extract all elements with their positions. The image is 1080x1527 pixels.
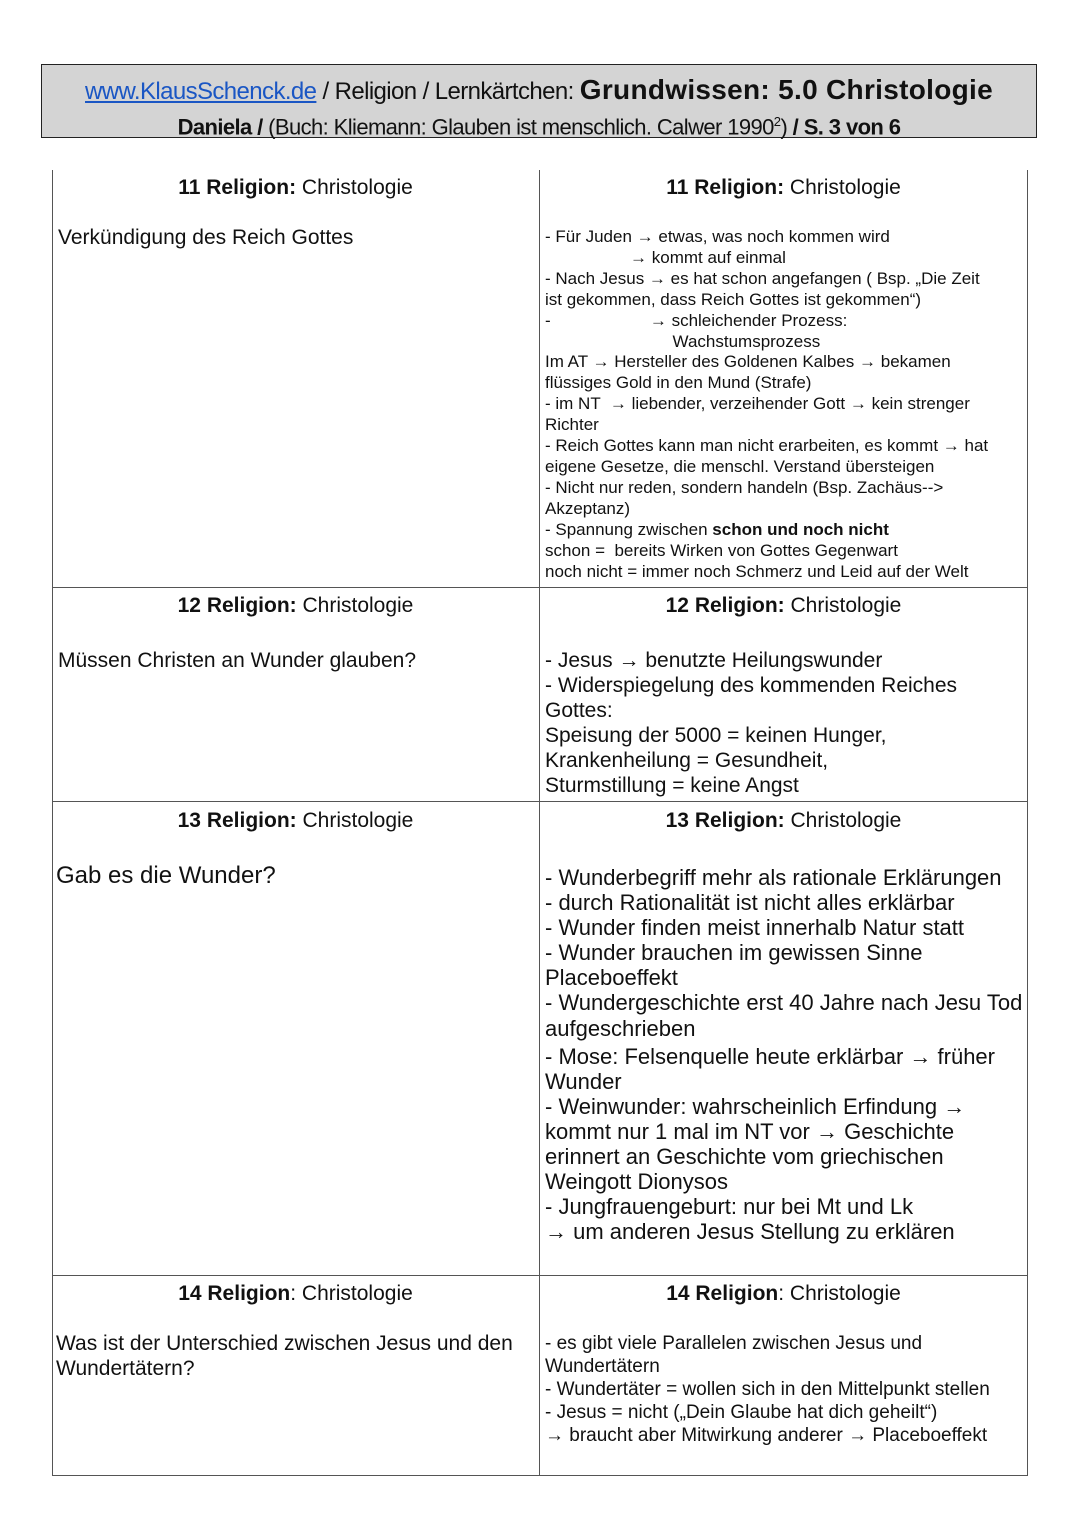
- card-question: Verkündigung des Reich Gottes: [58, 226, 354, 249]
- header-book-suffix: ): [780, 114, 788, 140]
- answer-line: erinnert an Geschichte vom griechischen: [545, 1144, 944, 1170]
- grid-line: [1027, 170, 1028, 1476]
- answer-line: Richter: [545, 415, 599, 435]
- answer-line: - Jesus = nicht („Dein Glaube hat dich geheilt“): [545, 1402, 938, 1423]
- answer-line: - Für Juden → etwas, was noch kommen wird: [545, 227, 890, 246]
- answer-line: ist gekommen, dass Reich Gottes ist gekommen“): [545, 289, 922, 309]
- card-back-title: 11 Religion: Christologie: [666, 176, 901, 199]
- header-book-sup: 2: [773, 114, 781, 129]
- grid-line: [52, 1475, 1028, 1476]
- answer-line: Wunder: [545, 1068, 622, 1094]
- answer-line: - Jesus → benutzte Heilungswunder: [545, 649, 883, 672]
- card-front-title: 13 Religion: Christologie: [177, 809, 414, 832]
- answer-line: aufgeschrieben: [545, 1015, 696, 1041]
- answer-line: - Nicht nur reden, sondern handeln (Bsp. Zachäus-->: [545, 477, 944, 497]
- answer-line: - Weinwunder: wahrscheinlich Erfindung →: [545, 1093, 966, 1119]
- answer-line: flüssiges Gold in den Mund (Strafe): [545, 373, 812, 393]
- answer-line: eigene Gesetze, die menschl. Verstand übersteigen: [545, 456, 935, 476]
- answer-line: Wachstumsprozess: [545, 331, 821, 351]
- header-author: Daniela /: [177, 114, 263, 140]
- header-line-2: [42, 109, 1036, 140]
- card-answer: [545, 227, 1025, 582]
- answer-line: - Spannung zwischen schon und noch nicht: [545, 519, 889, 539]
- answer-line: Placeboeffekt: [545, 965, 678, 991]
- answer-line: - Jungfrauengeburt: nur bei Mt und Lk: [545, 1194, 914, 1220]
- answer-line: - durch Rationalität ist nicht alles erklärbar: [545, 890, 955, 916]
- card-answer: [545, 1332, 1025, 1447]
- answer-line: - Wunder brauchen im gewissen Sinne: [545, 940, 923, 966]
- answer-line: Gottes:: [545, 699, 613, 722]
- answer-line: - Nach Jesus → es hat schon angefangen ( Bsp. „Die Zeit: [545, 268, 980, 288]
- answer-line: - es gibt viele Parallelen zwischen Jesus und: [545, 1333, 923, 1354]
- card-back-title: 12 Religion: Christologie: [665, 594, 902, 617]
- document-header: [41, 64, 1037, 138]
- header-book: (Buch: Kliemann: Glauben ist menschlich. Calwer 1990: [262, 114, 774, 140]
- answer-line: - Mose: Felsenquelle heute erklärbar → früher: [545, 1043, 995, 1069]
- answer-emphasis: schon und noch nicht: [712, 519, 889, 539]
- answer-line: - Wunderbegriff mehr als rationale Erklärungen: [545, 865, 1002, 890]
- header-subject: Grundwissen: 5.0 Christologie: [579, 74, 993, 105]
- answer-line: Sturmstillung = keine Angst: [545, 774, 799, 797]
- answer-line: - Reich Gottes kann man nicht erarbeiten, es kommt → hat: [545, 436, 989, 456]
- card-front-title: 14 Religion: Christologie: [178, 1282, 413, 1305]
- answer-line: - → schleichender Prozess:: [545, 310, 848, 330]
- answer-line: → um anderen Jesus Stellung zu erklären: [545, 1219, 955, 1245]
- answer-line: Im AT → Hersteller des Goldenen Kalbes → bekamen: [545, 352, 951, 372]
- header-path: / Religion / Lernkärtchen:: [316, 78, 580, 105]
- answer-line: - Wundertäter = wollen sich in den Mittelpunkt stellen: [545, 1379, 990, 1400]
- answer-line: → braucht aber Mitwirkung anderer → Placeboeffekt: [545, 1425, 988, 1446]
- card-back-title: 13 Religion: Christologie: [665, 809, 902, 832]
- answer-line: Krankenheilung = Gesundheit,: [545, 749, 829, 772]
- answer-line: Wundertätern: [545, 1356, 660, 1377]
- header-line-1: [42, 75, 1036, 107]
- answer-line: Akzeptanz): [545, 498, 631, 518]
- card-grid: [52, 170, 1029, 1476]
- answer-line: schon = bereits Wirken von Gottes Gegenwart: [545, 540, 898, 560]
- answer-line: Weingott Dionysos: [545, 1169, 729, 1195]
- grid-line: [52, 587, 1028, 588]
- header-page: / S. 3 von 6: [787, 114, 901, 140]
- card-question: Müssen Christen an Wunder glauben?: [58, 649, 416, 672]
- answer-line: noch nicht = immer noch Schmerz und Leid auf der Welt: [545, 561, 969, 581]
- answer-line: kommt nur 1 mal im NT vor → Geschichte: [545, 1118, 955, 1144]
- card-back-title: 14 Religion: Christologie: [666, 1282, 901, 1305]
- card-front-title: 12 Religion: Christologie: [177, 594, 414, 617]
- answer-line: → kommt auf einmal: [545, 247, 786, 267]
- card-front-title: 11 Religion: Christologie: [178, 176, 413, 199]
- answer-line: - Wundergeschichte erst 40 Jahre nach Jesu Tod: [545, 990, 1023, 1016]
- answer-line: Speisung der 5000 = keinen Hunger,: [545, 724, 887, 747]
- card-question: Was ist der Unterschied zwischen Jesus und den Wundertätern?: [56, 1332, 513, 1380]
- card-answer: [545, 648, 1025, 798]
- answer-line: - Wunder finden meist innerhalb Natur statt: [545, 915, 965, 941]
- site-link[interactable]: www.KlausSchenck.de: [85, 78, 317, 105]
- grid-line: [52, 801, 1028, 802]
- card-question: Gab es die Wunder?: [56, 862, 276, 889]
- grid-line: [52, 1275, 1028, 1276]
- answer-line: - im NT → liebender, verzeihender Gott → kein strenger: [545, 394, 970, 414]
- answer-line: - Widerspiegelung des kommenden Reiches: [545, 674, 958, 697]
- card-answer: [545, 865, 1025, 1244]
